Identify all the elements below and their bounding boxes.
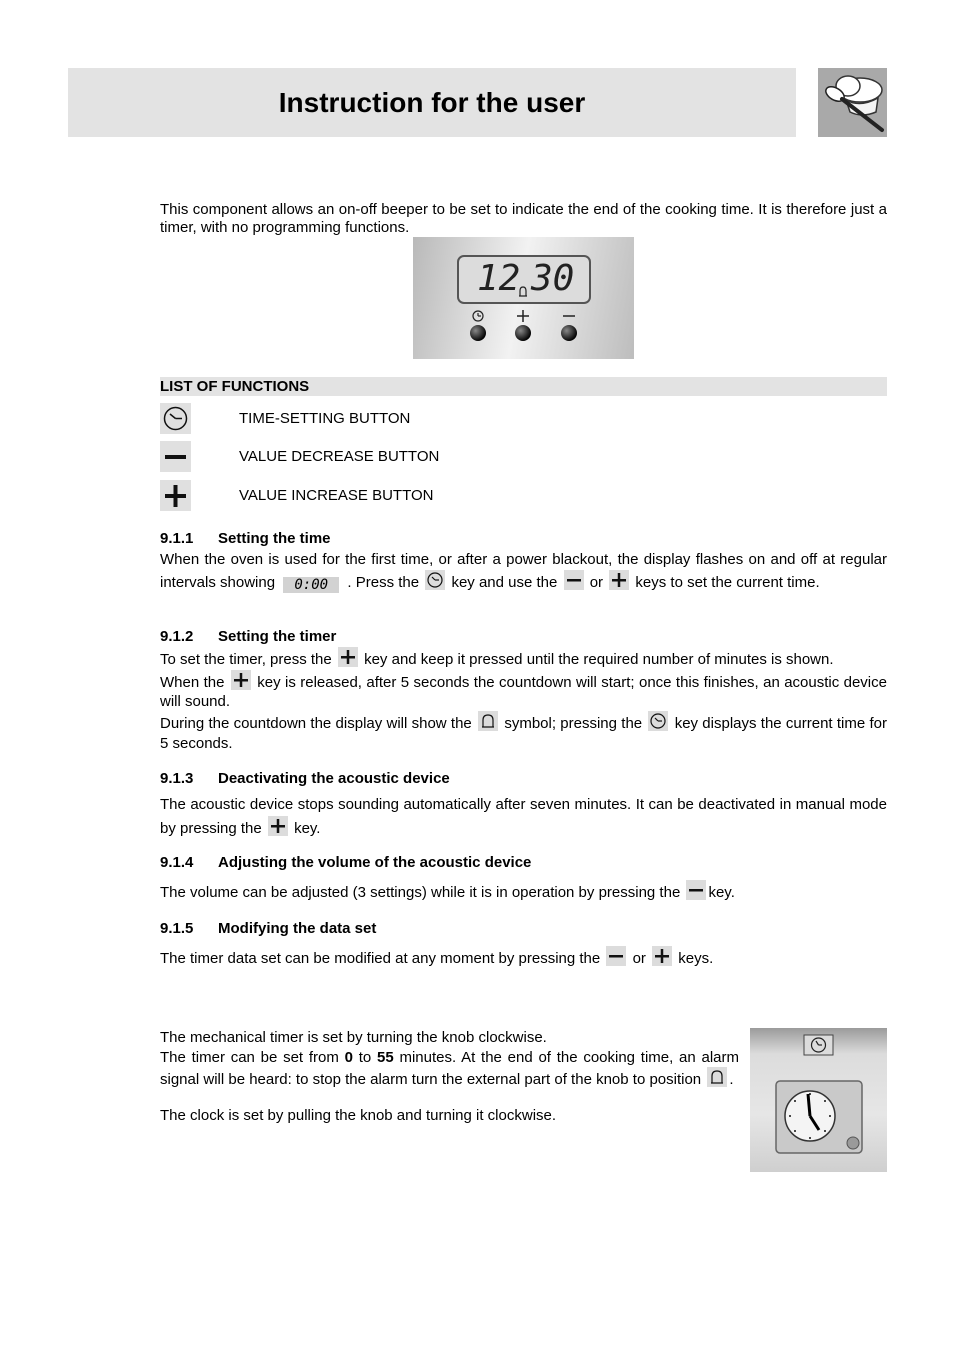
digital-timer-panel bbox=[413, 237, 634, 359]
section-title: Deactivating the acoustic device bbox=[218, 770, 450, 787]
section-9-1-2-line-c bbox=[160, 711, 887, 754]
plus-icon bbox=[268, 816, 288, 836]
header-band bbox=[68, 68, 796, 137]
text-span: or bbox=[632, 950, 646, 967]
text-span: minutes. At the end of the cooking time, an alarm signal will be heard: to stop the alarm turn the external part of the knob to position bbox=[160, 1049, 740, 1088]
panel-buttons bbox=[413, 305, 634, 345]
text-span: When the oven is used for the first time, or after a power blackout, the display flashes on and off at regular intervals showing bbox=[160, 551, 887, 591]
mechanical-timer-panel bbox=[750, 1028, 887, 1172]
text-span: . Press the bbox=[347, 574, 420, 591]
text-span: to bbox=[358, 1049, 372, 1066]
intro-paragraph: This component allows an on-off beeper to be set to indicate the end of the cooking time. It is therefore just a timer, with no programming functions. bbox=[160, 201, 887, 236]
section-number: 9.1.5 bbox=[160, 920, 194, 937]
mechanical-timer-line-3: The clock is set by pulling the knob and turning it clockwise. bbox=[160, 1107, 557, 1124]
page-title: Instruction for the user bbox=[278, 87, 586, 118]
minus-icon bbox=[686, 880, 706, 900]
section-9-1-5-heading bbox=[160, 920, 376, 937]
clock-icon bbox=[425, 570, 445, 590]
minus-icon bbox=[564, 570, 584, 590]
text-span: symbol; pressing the bbox=[504, 715, 643, 732]
plus-icon bbox=[338, 647, 358, 667]
section-number: 9.1.3 bbox=[160, 770, 194, 787]
text-span: key. bbox=[708, 884, 735, 901]
lcd-0-00-symbol: 0:00 bbox=[283, 577, 339, 593]
text-span: key is released, after 5 seconds the countdown will start; once this finishes, an acoustic device will sound. bbox=[160, 674, 887, 710]
section-9-1-3-text bbox=[160, 793, 887, 840]
list-of-functions-title: LIST OF FUNCTIONS bbox=[160, 378, 310, 395]
text-span: key and keep it pressed until the required number of minutes is shown. bbox=[364, 651, 834, 668]
section-number: 9.1.4 bbox=[160, 854, 194, 871]
plus-icon bbox=[160, 480, 191, 511]
section-title: Setting the time bbox=[218, 530, 331, 547]
text-span: 0 bbox=[344, 1049, 353, 1066]
clock-icon bbox=[648, 711, 668, 731]
function-label-increase: VALUE INCREASE BUTTON bbox=[239, 487, 434, 504]
minus-icon bbox=[160, 441, 191, 472]
section-title: Modifying the data set bbox=[218, 920, 377, 937]
section-9-1-4-heading bbox=[160, 854, 531, 871]
section-number: 9.1.1 bbox=[160, 530, 194, 547]
section-9-1-1-heading bbox=[160, 530, 331, 547]
text-span: The acoustic device stops sounding automatically after seven minutes. It can be deactivated in manual mode by pressing the bbox=[160, 796, 887, 837]
section-number: 9.1.2 bbox=[160, 628, 194, 645]
clock-icon bbox=[160, 403, 191, 434]
display-hours: 12 bbox=[477, 258, 521, 299]
section-9-1-5-text bbox=[160, 946, 887, 968]
plus-icon bbox=[652, 946, 672, 966]
function-label-decrease: VALUE DECREASE BUTTON bbox=[239, 448, 440, 465]
text-span: or bbox=[589, 574, 604, 591]
display-minutes: 30 bbox=[531, 258, 575, 299]
text-span: The volume can be adjusted (3 settings) while it is in operation by pressing the bbox=[160, 884, 681, 901]
text-span: During the countdown the display will show the bbox=[160, 715, 472, 732]
section-9-1-2-heading bbox=[160, 628, 336, 645]
section-9-1-3-heading bbox=[160, 770, 450, 787]
mechanical-timer-line-1: The mechanical timer is set by turning the knob clockwise. bbox=[160, 1029, 547, 1046]
text-span: key. bbox=[294, 820, 321, 837]
section-9-1-2-line-b bbox=[160, 670, 887, 711]
text-span: keys. bbox=[678, 950, 714, 967]
section-9-1-2-line-a bbox=[160, 647, 887, 671]
chef-spoon-logo-icon bbox=[818, 68, 887, 137]
lcd-display bbox=[457, 255, 591, 304]
text-span: key displays the current time for 5 seconds. bbox=[160, 715, 887, 752]
text-span: key and use the bbox=[451, 574, 558, 591]
list-of-functions-bar bbox=[160, 377, 887, 396]
text-span: When the bbox=[160, 674, 225, 691]
bell-icon bbox=[707, 1067, 727, 1087]
text-span: The timer can be set from bbox=[160, 1049, 339, 1066]
section-9-1-4-text bbox=[160, 880, 887, 902]
plus-icon bbox=[231, 670, 251, 690]
section-title: Adjusting the volume of the acoustic device bbox=[218, 854, 532, 871]
bell-icon bbox=[478, 711, 498, 731]
function-label-time: TIME-SETTING BUTTON bbox=[239, 410, 411, 427]
section-9-1-1-text bbox=[160, 549, 887, 593]
section-title: Setting the timer bbox=[218, 628, 337, 645]
text-span: To set the timer, press the bbox=[160, 651, 332, 668]
text-span: 55 bbox=[377, 1049, 394, 1066]
text-span: . bbox=[729, 1071, 734, 1088]
mechanical-timer-line-2 bbox=[160, 1048, 739, 1089]
text-span: keys to set the current time. bbox=[635, 574, 820, 591]
text-span: The timer data set can be modified at any moment by pressing the bbox=[160, 950, 601, 967]
bell-symbol-icon bbox=[518, 285, 528, 303]
minus-icon bbox=[606, 946, 626, 966]
plus-icon bbox=[609, 570, 629, 590]
